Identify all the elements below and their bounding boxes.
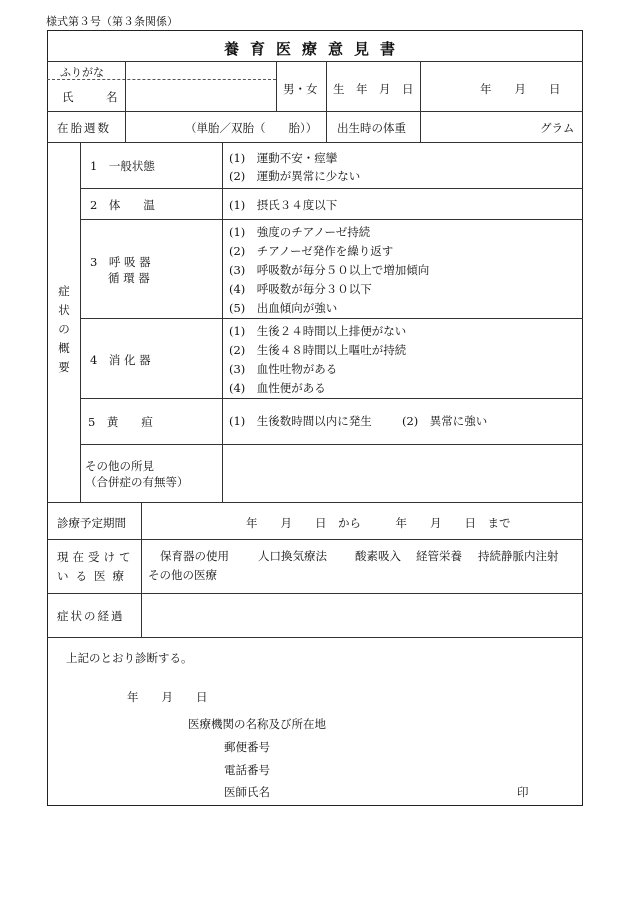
other-findings-label-2: （合併症の有無等） [85, 475, 189, 489]
symptom-item[interactable]: (4) 呼吸数が毎分３０以下 [229, 282, 372, 296]
form-title: 養育医療意見書 [223, 40, 406, 58]
divider [47, 61, 583, 62]
seal-mark: 印 [517, 785, 529, 799]
treatment-period-label: 診療予定期間 [57, 516, 126, 530]
divider [420, 111, 421, 142]
symptom-item[interactable]: (2) 生後４８時間以上嘔吐が持続 [229, 343, 407, 357]
statement: 上記のとおり診断する。 [66, 651, 193, 665]
symptom-item[interactable]: (2) 異常に強い [402, 414, 488, 428]
symptom-label-temperature: 2 体 温 [90, 198, 155, 212]
treatment-option[interactable]: 酸素吸入 [355, 549, 401, 563]
treatment-option[interactable]: 保育器の使用 [160, 549, 229, 563]
symptom-item[interactable]: (3) 血性吐物がある [229, 362, 338, 376]
divider [80, 188, 583, 189]
institution-label: 医療機関の名称及び所在地 [188, 717, 326, 731]
divider [80, 142, 81, 502]
form-number: 様式第３号（第３条関係） [46, 15, 178, 28]
symptom-label-general: 1 一般状態 [90, 159, 155, 173]
symptom-label-digestive: 4 消 化 器 [90, 353, 151, 367]
divider [326, 61, 327, 111]
divider [47, 593, 583, 594]
gestation-label: 在胎週数 [57, 121, 111, 135]
symptom-label-respiratory: 3 呼 吸 器 [90, 255, 151, 269]
birth-weight-label: 出生時の体重 [337, 121, 406, 135]
other-findings-label-1: その他の所見 [85, 459, 154, 473]
gestation-value[interactable]: （単胎／双胎（ 胎）） [185, 121, 318, 135]
name-label-2: 名 [106, 90, 118, 104]
symptoms-label: 症 状 の 概 要 [58, 284, 70, 374]
furigana-label: ふりがな [60, 66, 104, 79]
symptom-item[interactable]: (3) 呼吸数が毎分５０以上で増加傾向 [229, 263, 430, 277]
divider [80, 398, 583, 399]
postal-label: 郵便番号 [224, 740, 270, 754]
symptom-item[interactable]: (1) 生後数時間以内に発生 [229, 414, 372, 428]
symptom-item[interactable]: (4) 血性便がある [229, 381, 326, 395]
current-treatment-label-1: 現在受けて [57, 550, 135, 564]
divider [47, 539, 583, 540]
treatment-option-other[interactable]: その他の医療 [148, 568, 217, 582]
gender-select[interactable]: 男・女 [283, 82, 318, 96]
symptom-item[interactable]: (1) 強度のチアノーゼ持続 [229, 225, 371, 239]
symptom-item[interactable]: (2) チアノーゼ発作を繰り返す [229, 244, 394, 258]
birth-weight-unit: グラム [540, 121, 575, 135]
doctor-label: 医師氏名 [224, 785, 270, 799]
treatment-period-value[interactable]: 年 月 日 から 年 月 日 まで [246, 516, 511, 530]
divider [47, 502, 583, 503]
symptom-item[interactable]: (1) 運動不安・痙攣 [229, 151, 338, 165]
divider [326, 111, 327, 142]
divider [47, 142, 583, 143]
divider [276, 61, 277, 111]
symptom-item[interactable]: (1) 摂氏３４度以下 [229, 198, 338, 212]
divider [80, 444, 583, 445]
dob-value[interactable]: 年 月 日 [480, 82, 561, 96]
current-treatment-label-2: いる医療 [57, 569, 131, 583]
sign-date[interactable]: 年 月 日 [127, 690, 208, 704]
symptom-label-circulatory: 循 環 器 [108, 271, 150, 285]
symptom-item[interactable]: (5) 出血傾向が強い [229, 301, 338, 315]
name-label-1: 氏 [62, 90, 74, 104]
phone-label: 電話番号 [224, 763, 270, 777]
divider [420, 61, 421, 111]
symptom-item[interactable]: (1) 生後２４時間以上排便がない [229, 324, 407, 338]
divider [47, 111, 583, 112]
treatment-option[interactable]: 人口換気療法 [258, 549, 327, 563]
divider [47, 637, 583, 638]
divider [80, 219, 583, 220]
symptom-item[interactable]: (2) 運動が異常に少ない [229, 169, 361, 183]
symptom-label-jaundice: 5 黄 疸 [88, 415, 153, 429]
divider [222, 142, 223, 502]
treatment-option[interactable]: 持続静脈内注射 [478, 549, 559, 563]
progress-label: 症状の経過 [57, 609, 125, 623]
dob-label: 生 年 月 日 [333, 82, 414, 96]
treatment-option[interactable]: 経管栄養 [416, 549, 462, 563]
divider [141, 502, 142, 637]
divider [125, 61, 126, 142]
divider [80, 318, 583, 319]
